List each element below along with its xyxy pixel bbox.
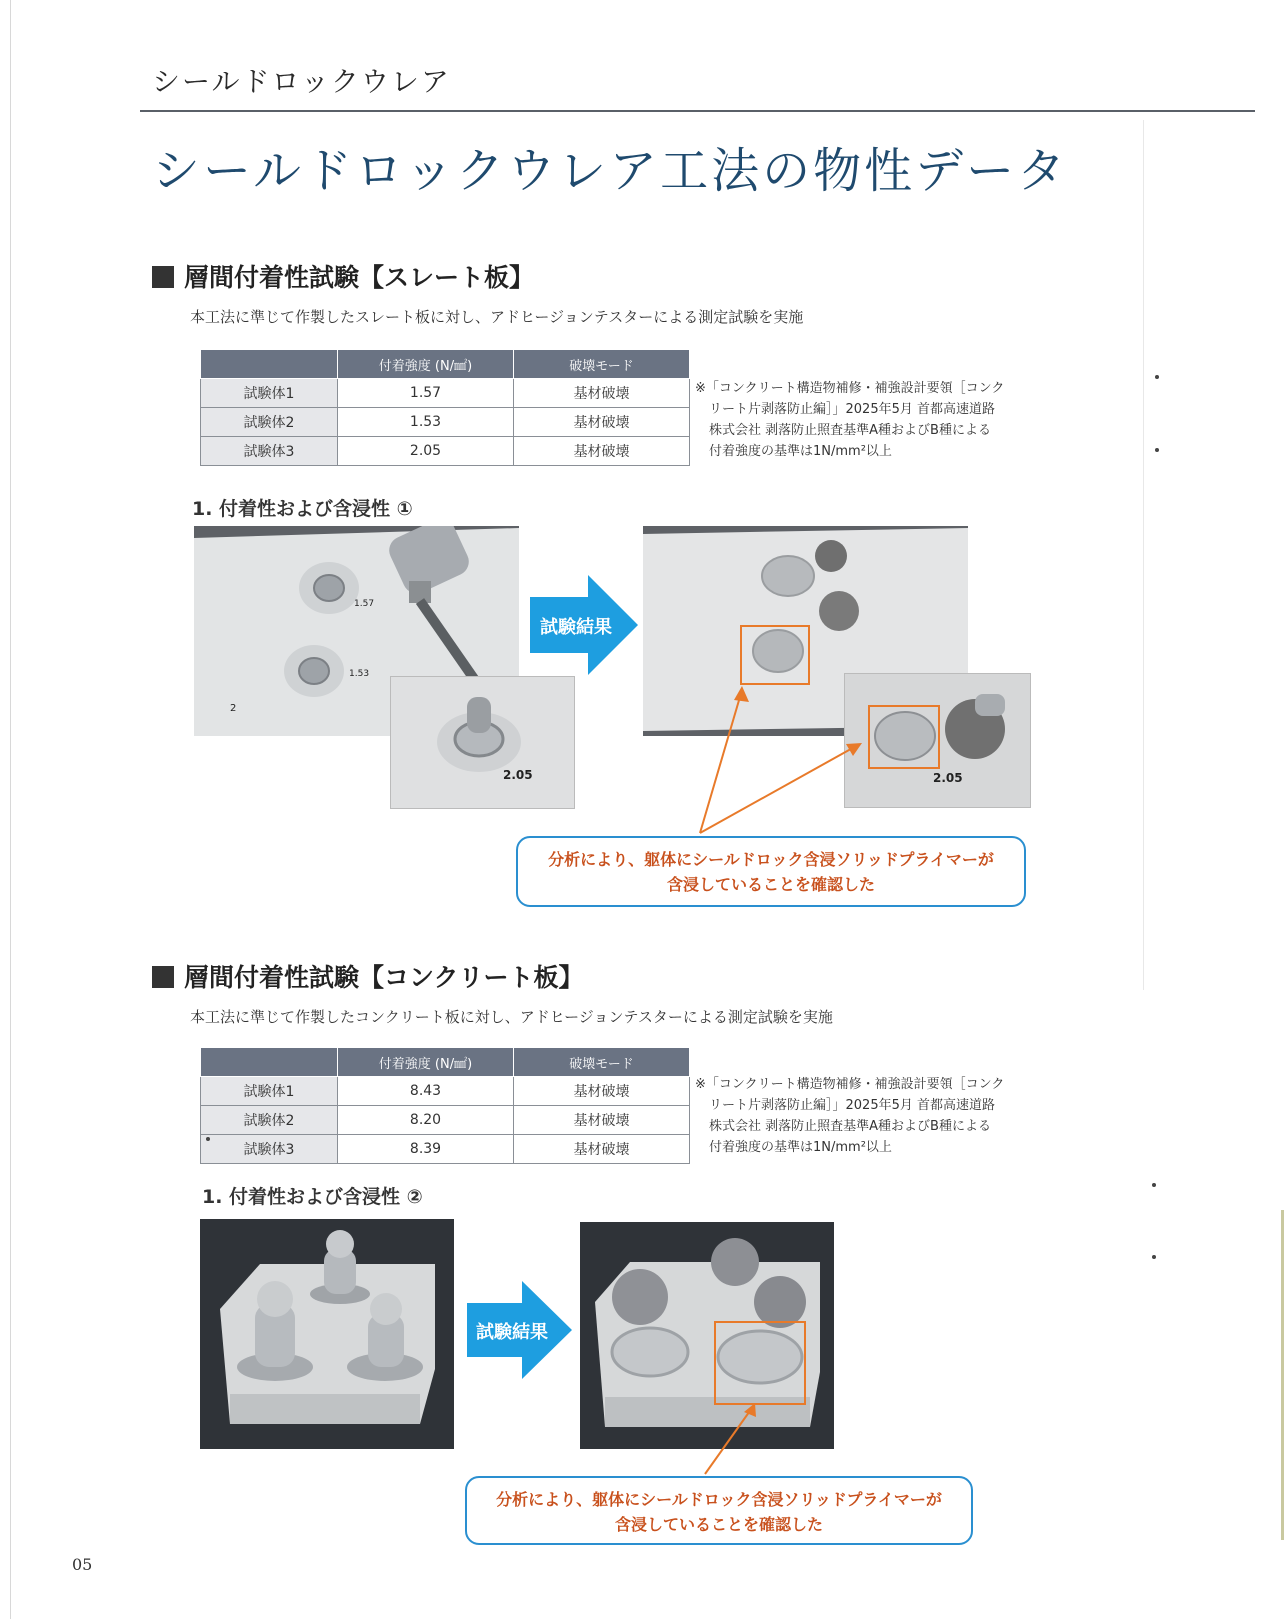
scan-speck — [206, 1137, 210, 1141]
scan-speck — [1152, 1183, 1156, 1187]
table-header-cell: 付着強度 (N/㎟) — [338, 350, 514, 379]
photo-label-1: 1.57 — [354, 599, 375, 609]
row-label: 試験体2 — [201, 1106, 338, 1135]
row-label: 試験体3 — [201, 1135, 338, 1164]
failure-mode: 基材破壊 — [514, 1106, 690, 1135]
strength-value: 8.43 — [338, 1077, 514, 1106]
document-label: シールドロックウレア — [152, 65, 451, 98]
scan-speck — [1155, 448, 1159, 452]
result-arrow-label: 試験結果 — [540, 617, 612, 638]
photo-label-2: 1.53 — [349, 669, 370, 679]
section-heading-text: 層間付着性試験【コンクリート板】 — [184, 963, 584, 992]
photo-label-3: 2.05 — [503, 768, 533, 782]
section-description: 本工法に準じて作製したコンクリート板に対し、アドヒージョンテスターによる測定試験を実施 — [190, 1008, 833, 1026]
photo-label-3b: 2.05 — [933, 771, 963, 785]
subheading-adhesion-2: 1. 付着性および含浸性 ② — [202, 1186, 423, 1208]
note-line: リート片剥落防止編］」2025年5月 首都高速道路 — [709, 402, 995, 417]
table-header-cell: 破壊モード — [514, 350, 690, 379]
page-number: 05 — [72, 1555, 93, 1574]
failure-mode: 基材破壊 — [514, 1135, 690, 1164]
strength-value: 8.39 — [338, 1135, 514, 1164]
scan-speck — [1155, 375, 1159, 379]
table-header-cell: 付着強度 (N/㎟) — [338, 1048, 514, 1077]
strength-value: 1.57 — [338, 379, 514, 408]
analysis-callout-2 — [465, 1476, 973, 1545]
note-line: リート片剥落防止編］」2025年5月 首都高速道路 — [709, 1098, 995, 1113]
result-arrow-label: 試験結果 — [476, 1322, 548, 1343]
scan-speck — [1152, 1255, 1156, 1259]
note-line: ※「コンクリート構造物補修・補強設計要領［コンク — [695, 1077, 1005, 1092]
table-header-cell: 破壊モード — [514, 1048, 690, 1077]
note-line: 株式会社 剥落防止照査基準A種およびB種による — [709, 1119, 991, 1134]
callout-line: 含浸していることを確認した — [666, 875, 875, 894]
note-line: ※「コンクリート構造物補修・補強設計要領［コンク — [695, 381, 1005, 396]
callout-line: 分析により、躯体にシールドロック含浸ソリッドプライマーが — [496, 1490, 942, 1509]
strength-value: 2.05 — [338, 437, 514, 466]
row-label: 試験体2 — [201, 408, 338, 437]
photo-label-corner: 2 — [230, 703, 237, 714]
section-description: 本工法に準じて作製したスレート板に対し、アドヒージョンテスターによる測定試験を実施 — [190, 308, 804, 326]
note-line: 付着強度の基準は1N/mm²以上 — [709, 1140, 892, 1155]
failure-mode: 基材破壊 — [514, 379, 690, 408]
callout-line: 含浸していることを確認した — [614, 1515, 823, 1534]
callout-line: 分析により、躯体にシールドロック含浸ソリッドプライマーが — [548, 850, 994, 869]
row-label: 試験体1 — [201, 379, 338, 408]
note-line: 株式会社 剥落防止照査基準A種およびB種による — [709, 423, 991, 438]
failure-mode: 基材破壊 — [514, 408, 690, 437]
section-heading-text: 層間付着性試験【スレート板】 — [184, 263, 535, 292]
strength-value: 1.53 — [338, 408, 514, 437]
subheading-adhesion-1: 1. 付着性および含浸性 ① — [192, 498, 413, 520]
row-label: 試験体1 — [201, 1077, 338, 1106]
failure-mode: 基材破壊 — [514, 1077, 690, 1106]
strength-value: 8.20 — [338, 1106, 514, 1135]
note-line: 付着強度の基準は1N/mm²以上 — [709, 444, 892, 459]
failure-mode: 基材破壊 — [514, 437, 690, 466]
row-label: 試験体3 — [201, 437, 338, 466]
page-title: シールドロックウレア工法の物性データ — [152, 143, 1069, 199]
